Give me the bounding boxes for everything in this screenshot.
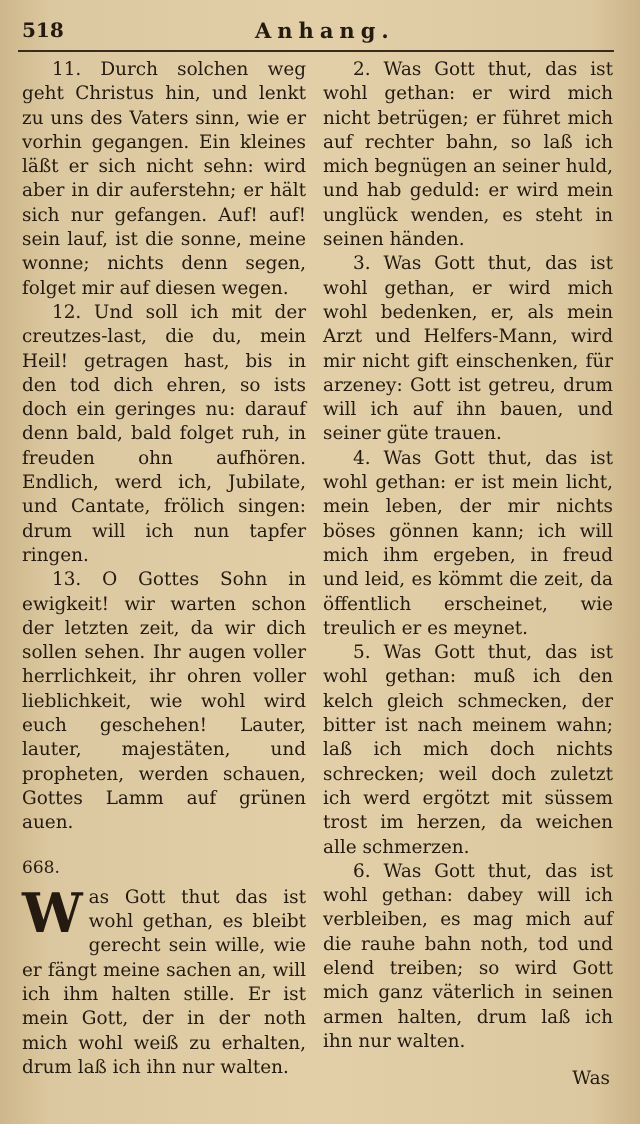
hymn-number: 668. xyxy=(22,857,60,878)
drop-cap: W xyxy=(22,880,83,945)
page-number: 518 xyxy=(22,18,64,42)
running-head: Anhang. xyxy=(255,18,395,43)
stanza-12: 12. Und soll ich mit der creutzes-last, die du, mein Heil! getragen hast, bis in den tod dich ehren, so ists doch ein geringes nu: darauf denn bald, bald folget ruh, in freuden ohn aufhören. Endlich, werd ich, Jubilate, und Cantate, frölich singen: drum will ich nun tapfer ringen. xyxy=(22,301,306,566)
stanza-2: 2. Was Gott thut, das ist wohl gethan: er wird mich nicht betrügen; er führet mich auf rechter bahn, so laß ich mich begnügen an seiner huld, und hab geduld: er wird mein unglück wenden, es steht in seinen händen. xyxy=(323,59,613,251)
header-rule xyxy=(18,50,614,52)
hymn-668-stanza-1 xyxy=(22,880,306,1080)
stanza-3: 3. Was Gott thut, das ist wohl gethan, er wird mich wohl bedenken, er, als mein Arzt und Helfers-Mann, wird mir nicht gift einschenken, für arzeney: Gott ist getreu, drum will ich auf ihn bauen, und seiner güte trauen. xyxy=(323,253,613,445)
catchword: Was xyxy=(572,1068,610,1089)
stanza-4: 4. Was Gott thut, das ist wohl gethan: er ist mein licht, mein leben, der mir nichts böses gönnen kann; ich will mich ihm ergeben, in freud und leid, es kömmt die zeit, da öffentlich erscheinet, wie treulich er es meynet. xyxy=(323,447,613,639)
stanza-13: 13. O Gottes Sohn in ewigkeit! wir warten schon der letzten zeit, da wir dich sollen sehen. Ihr augen voller herrlichkeit, ihr ohren voller lieblichkeit, wie wohl wird euch geschehen! Lauter, lauter, majestäten, und propheten, werden schauen, Gottes Lamm auf grünen auen. xyxy=(22,569,306,834)
stanza-6: 6. Was Gott thut, das ist wohl gethan: dabey will ich verbleiben, es mag mich auf die rauhe bahn noth, tod und elend treiben; so wird Gott mich ganz väterlich in seinen armen halten, drum laß ich ihn nur walten. xyxy=(323,860,613,1052)
left-column xyxy=(22,58,306,1080)
stanza-5: 5. Was Gott thut, das ist wohl gethan: muß ich den kelch gleich schmecken, der bitter ist nach meinem wahn; laß ich mich doch nichts schrecken; weil doch zuletzt ich werd ergötzt mit süssem trost im herzen, da weichen alle schmerzen. xyxy=(323,642,613,858)
stanza-11: 11. Durch solchen weg geht Christus hin, und lenkt zu uns des Vaters sinn, wie er vorhin gegangen. Ein kleines läßt er sich nicht sehn: wird aber in dir auferstehn; er hält sich nur gefangen. Auf! auf! sein lauf, ist die sonne, meine wonne; nichts denn segen, folget mir auf diesen wegen. xyxy=(22,59,306,299)
page-header xyxy=(0,14,640,50)
right-column xyxy=(323,58,613,1054)
hymn-668-stanza-1-text: as Gott thut das ist wohl gethan, es bleibt gerecht sein wille, wie er fängt meine sachen an, will ich ihm halten stille. Er ist mein Gott, der in der noth mich wohl weiß zu erhalten, drum laß ich ihn nur walten. xyxy=(22,886,306,1078)
